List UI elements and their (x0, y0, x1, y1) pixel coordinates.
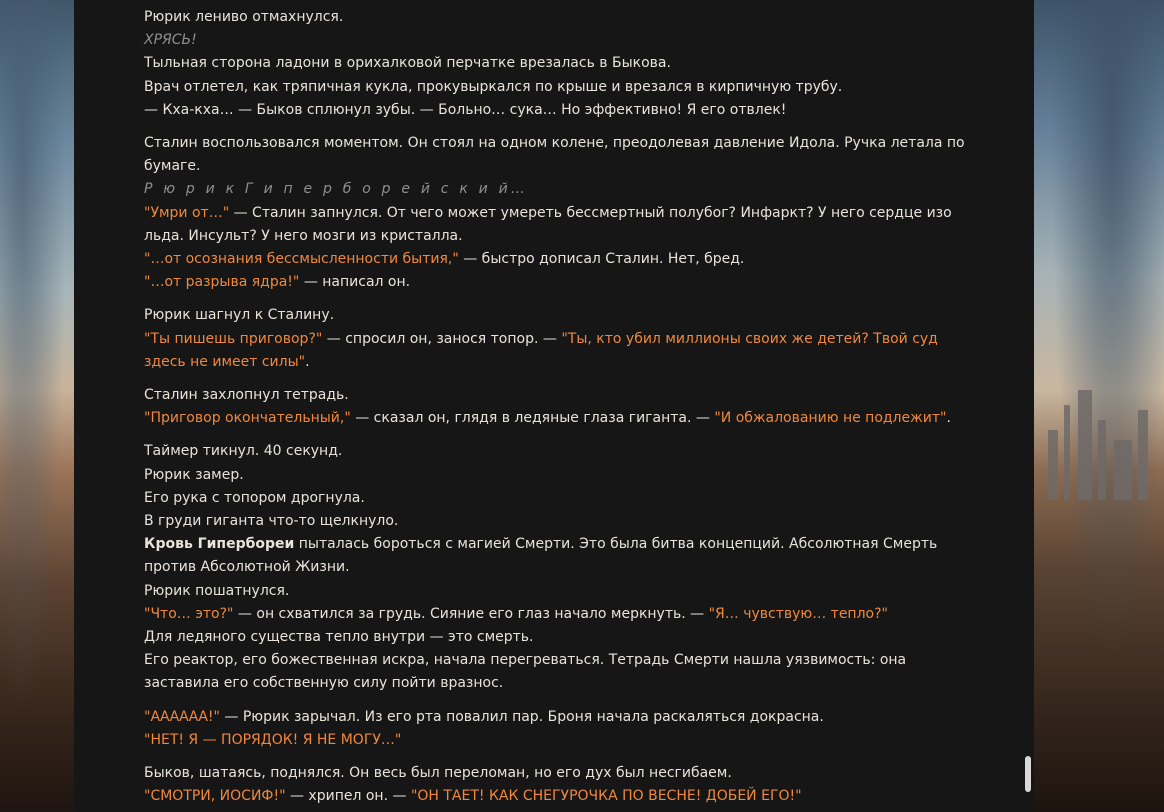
dialogue: "АААААА!" (144, 708, 220, 725)
narration: — быстро дописал Сталин. Нет, бред. (458, 251, 745, 268)
text-line: Сталин захлопнул тетрадь. (144, 387, 349, 404)
dialogue: "И обжалованию не подлежит" (714, 410, 947, 427)
reader-panel (74, 0, 1034, 812)
dialogue: здесь не имеет силы" (144, 353, 306, 370)
paragraph-2 (144, 132, 984, 294)
dialogue: "ОН ТАЕТ! КАК СНЕГУРОЧКА ПО ВЕСНЕ! ДОБЕЙ ЕГО!" (410, 788, 802, 805)
paragraph-1 (144, 6, 984, 122)
text-line (144, 533, 984, 556)
text-line (144, 785, 984, 808)
text-line: льда. Инсульт? У него мозги из кристалла. (144, 227, 463, 244)
text-line: заставила его собственную силу пойти вразнос. (144, 675, 504, 692)
narration: — он схватился за грудь. Сияние его глаз начало меркнуть. — (233, 605, 709, 622)
paragraph-3 (144, 304, 984, 374)
text-line: Врач отлетел, как тряпичная кукла, прокувыркался по крыше и врезался в кирпичную трубу. (144, 78, 843, 95)
narration: — написал он. (299, 274, 411, 291)
text-line (144, 351, 984, 374)
text-line: Тыльная сторона ладони в орихалковой перчатке врезалась в Быкова. (144, 55, 671, 72)
paragraph-6 (144, 706, 984, 752)
text-line (144, 407, 984, 430)
text-line (144, 603, 984, 626)
text-line: — Кха-кха… — Быков сплюнул зубы. — Больно… сука… Но эффективно! Я его отвлек! (144, 101, 787, 118)
background-ruins (1034, 380, 1164, 500)
text-line: Сталин воспользовался моментом. Он стоял на одном колене, преодолевая давление Идола. Ручка летала по (144, 135, 965, 152)
text-line: бумаге. (144, 158, 201, 175)
text-line (144, 202, 984, 225)
dialogue: "СМОТРИ, ИОСИФ!" (144, 788, 286, 805)
paragraph-5 (144, 440, 984, 695)
narration: — Рюрик зарычал. Из его рта повалил пар. Броня начала раскаляться докрасна. (219, 708, 824, 725)
scrollbar[interactable] (1022, 0, 1034, 812)
narration: . (946, 410, 951, 427)
text-line: Рюрик пошатнулся. (144, 582, 290, 599)
paragraph-7 (144, 762, 984, 808)
text-line: против Абсолютной Жизни. (144, 559, 350, 576)
narration: — спросил он, занося топор. — (322, 330, 562, 347)
narration: — сказал он, глядя в ледяные глаза гиганта. — (350, 410, 715, 427)
background-left (0, 0, 74, 812)
dialogue: "Приговор окончательный," (144, 410, 351, 427)
text-line (144, 328, 984, 351)
text-line: Его рука с топором дрогнула. (144, 489, 365, 506)
text-line (144, 271, 984, 294)
text-line: Его реактор, его божественная искра, начала перегреваться. Тетрадь Смерти нашла уязвимость: она (144, 652, 907, 669)
dialogue: "Я… чувствую… тепло?" (708, 605, 888, 622)
narration: пыталась бороться с магией Смерти. Это была битва концепций. Абсолютная Смерть (294, 536, 938, 553)
dialogue: "НЕТ! Я — ПОРЯДОК! Я НЕ МОГУ…" (144, 731, 402, 748)
text-line: Для ледяного существа тепло внутри — это смерть. (144, 629, 534, 646)
text-line: Таймер тикнул. 40 секунд. (144, 443, 343, 460)
text-line: Быков, шатаясь, поднялся. Он весь был переломан, но его дух был несгибаем. (144, 765, 732, 782)
dialogue: "…от разрыва ядра!" (144, 274, 300, 291)
story-text (144, 6, 984, 812)
narration: — Сталин запнулся. От чего может умереть бессмертный полубог? Инфаркт? У него сердце изо (229, 204, 952, 221)
emphasis: Кровь Гипербореи (144, 536, 295, 553)
text-line (144, 706, 984, 729)
dialogue: "Ты пишешь приговор?" (144, 330, 323, 347)
dialogue: "Умри от…" (144, 204, 230, 221)
narration: — хрипел он. — (285, 788, 411, 805)
text-line: Рюрик замер. (144, 466, 244, 483)
text-line (144, 248, 984, 271)
text-line: Рюрик шагнул к Сталину. (144, 307, 335, 324)
dialogue: "Что… это?" (144, 605, 234, 622)
dialogue: "…от осознания бессмысленности бытия," (144, 251, 459, 268)
written-name: Р ю р и к Г и п е р б о р е й с к и й… (144, 181, 529, 198)
narration: . (305, 353, 310, 370)
paragraph-4 (144, 384, 984, 430)
dialogue: "Ты, кто убил миллионы своих же детей? Твой суд (561, 330, 938, 347)
scrollbar-thumb[interactable] (1025, 756, 1031, 792)
text-line: Рюрик лениво отмахнулся. (144, 9, 344, 25)
text-line: В груди гиганта что-то щелкнуло. (144, 513, 399, 530)
sound-effect: ХРЯСЬ! (144, 32, 197, 49)
